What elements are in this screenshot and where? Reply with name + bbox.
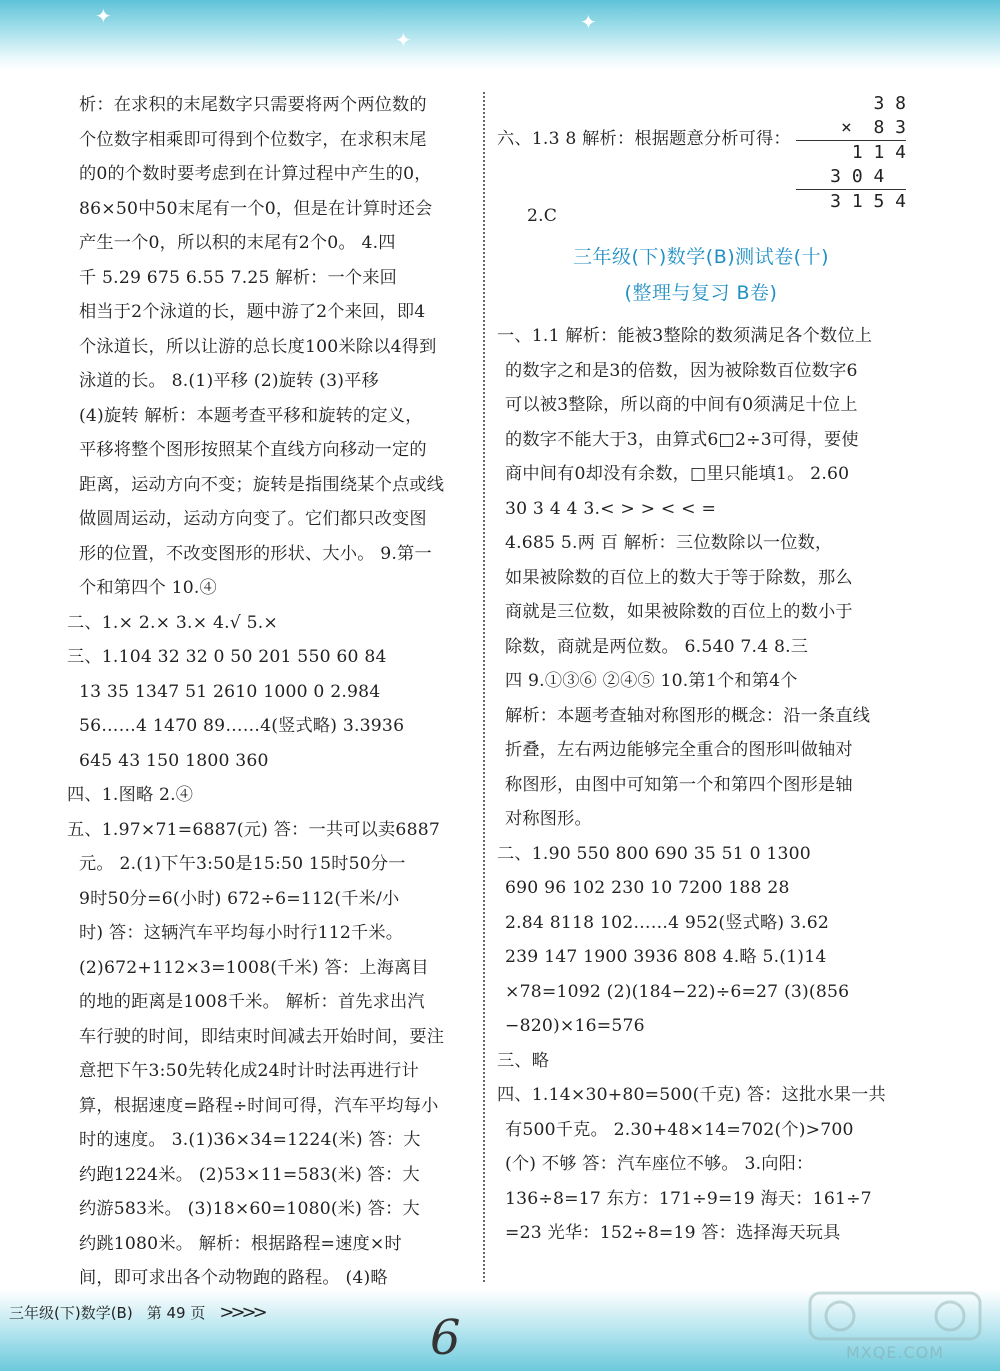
section-four-answers: 四、1.图略 2.④ — [67, 785, 194, 805]
text-line: 690 96 102 230 10 7200 188 28 — [505, 878, 790, 898]
text-line: 56……4 1470 89……4(竖式略) 3.3936 — [79, 716, 405, 736]
right-column — [497, 88, 897, 1251]
text-line: 称图形，由图中可知第一个和第四个图形是轴 — [505, 774, 853, 795]
text-line: 645 43 150 1800 360 — [79, 750, 269, 771]
text-line: 的地的距离是1008千米。 解析：首先求出汽 — [79, 992, 425, 1012]
text-line: 的数字之和是3的倍数，因为被除数百位数字6 — [505, 360, 858, 381]
text-line: 商中间有0却没有余数，□里只能填1。 2.60 — [505, 464, 850, 484]
text-line: =23 光华：152÷8=19 答：选择海天玩具 — [505, 1223, 841, 1243]
column-divider — [483, 92, 485, 1282]
text-line: 个泳道长，所以让游的总长度100米除以4得到 — [79, 336, 437, 357]
text-line: 可以被3整除，所以商的中间有0须满足十位上 — [505, 395, 858, 415]
multiplier: × 8 3 — [840, 117, 906, 138]
handwritten-mark: 6 — [430, 1310, 461, 1366]
text-line: 算，根据速度=路程÷时间可得，汽车平均每小 — [79, 1095, 439, 1116]
text-line: 2.84 8118 102……4 952(竖式略) 3.62 — [505, 912, 830, 933]
section-two-answers: 二、1.90 550 800 690 35 51 0 1300 — [497, 843, 811, 864]
text-line: 86×50中50末尾有一个0，但是在计算时还会 — [79, 198, 433, 219]
section-five-answers: 五、1.97×71=6887(元) 答：一共可以卖6887 — [67, 819, 440, 840]
text-line: 做圆周运动，运动方向变了。它们都只改变图 — [79, 509, 427, 529]
sparkle-icon: ✦ — [395, 28, 412, 52]
text-line: (2)672+112×3=1008(千米) 答：上海离目 — [79, 957, 429, 978]
text-line: 约游583米。 (3)18×60=1080(米) 答：大 — [79, 1199, 420, 1219]
page-number: 49 — [166, 1304, 186, 1322]
top-decorative-band — [0, 0, 1000, 70]
text-line: 解析：本题考查轴对称图形的概念：沿一条直线 — [505, 705, 871, 726]
section-two-answers: 二、1.× 2.× 3.× 4.√ 5.× — [67, 612, 278, 633]
test-subtitle: (整理与复习 B卷) — [624, 282, 778, 304]
section-one-answers: 一、1.1 解析：能被3整除的数须满足各个数位上 — [497, 326, 873, 346]
multiplicand: 3 8 — [873, 93, 906, 114]
text-line: (个) 不够 答：汽车座位不够。 3.向阳： — [505, 1154, 814, 1174]
product: 3 1 5 4 — [796, 189, 906, 214]
sparkle-icon: ✦ — [580, 10, 597, 34]
text-line: 约跑1224米。 (2)53×11=583(米) 答：大 — [79, 1164, 420, 1185]
partial-product-1: 1 1 4 — [796, 140, 906, 165]
text-line: 折叠，左右两边能够完全重合的图形叫做轴对 — [505, 740, 853, 760]
text-line: 9时50分=6(小时) 672÷6=112(千米/小 — [79, 888, 400, 909]
section-three-answers: 三、1.104 32 32 0 50 201 550 60 84 — [67, 647, 387, 667]
text-line: 30 3 4 4 3.< > > < < = — [505, 498, 717, 519]
watermark — [800, 1285, 990, 1365]
text-line: 时) 答：这辆汽车平均每小时行112千米。 — [79, 923, 404, 943]
text-line: 4.685 5.两 百 解析：三位数除以一位数， — [505, 533, 833, 553]
text-line: 相当于2个泳道的长，题中游了2个来回，即4 — [79, 302, 426, 322]
text-line: 泳道的长。 8.(1)平移 (2)旋转 (3)平移 — [79, 371, 379, 391]
text-line: 车行驶的时间，即结束时间减去开始时间，要注 — [79, 1026, 445, 1047]
arrow-icon: >>>> — [219, 1302, 264, 1323]
text-line: 平移将整个图形按照某个直线方向移动一定的 — [79, 440, 427, 460]
text-line: 的0的个数时要考虑到在计算过程中产生的0， — [79, 164, 432, 184]
text-line: 2.C — [527, 205, 558, 226]
section-three-answers: 三、略 — [497, 1050, 550, 1071]
left-column — [67, 88, 471, 1296]
text-line: 个位数字相乘即可得到个位数字，在求积末尾 — [79, 129, 427, 150]
watermark-logo-icon — [800, 1285, 990, 1345]
text-line: 约跳1080米。 解析：根据路程=速度×时 — [79, 1233, 402, 1254]
text-line: 四 9.①③⑥ ②④⑤ 10.第1个和第4个 — [505, 671, 798, 691]
test-title: 三年级(下)数学(B)测试卷(十) — [572, 246, 829, 268]
page-footer — [9, 1302, 264, 1323]
text-line: 意把下午3:50先转化成24时计时法再进行计 — [79, 1061, 419, 1081]
partial-product-2: 3 0 4 — [830, 166, 906, 187]
page-suffix: 页 — [190, 1304, 206, 1322]
text-line: 形的位置，不改变图形的形状、大小。 9.第一 — [79, 543, 432, 564]
text-line: 距离，运动方向不变；旋转是指围绕某个点或线 — [79, 474, 445, 495]
text-line: 元。 2.(1)下午3:50是15:50 15时50分一 — [79, 854, 406, 874]
text-line: 的数字不能大于3，由算式6□2÷3可得，要使 — [505, 429, 859, 450]
sparkle-icon: ✦ — [95, 4, 112, 28]
page-number-group — [147, 1302, 206, 1323]
text-line: −820)×16=576 — [505, 1016, 645, 1036]
text-line: 13 35 1347 51 2610 1000 0 2.984 — [79, 681, 381, 702]
text-line: 时的速度。 3.(1)36×34=1224(米) 答：大 — [79, 1130, 421, 1150]
text-line: 如果被除数的百位上的数大于等于除数，那么 — [505, 567, 853, 588]
text-line: 商就是三位数，如果被除数的百位上的数小于 — [505, 602, 853, 622]
text-line: 间，即可求出各个动物跑的路程。 (4)略 — [79, 1268, 388, 1288]
text-line: 有500千克。 2.30+48×14=702(个)>700 — [505, 1119, 854, 1140]
watermark-text: MXQE.COM — [845, 1343, 945, 1362]
text-line: 239 147 1900 3936 808 4.略 5.(1)14 — [505, 947, 827, 967]
text-line: 136÷8=17 东方：171÷9=19 海天：161÷7 — [505, 1188, 872, 1209]
text-line: (4)旋转 解析：本题考查平移和旋转的定义， — [79, 405, 423, 426]
text-line: 产生一个0，所以积的末尾有2个0。 4.四 — [79, 233, 396, 253]
text-line: 千 5.29 675 6.55 7.25 解析：一个来回 — [79, 267, 398, 288]
section-four-answers: 四、1.14×30+80=500(千克) 答：这批水果一共 — [497, 1085, 886, 1105]
page-prefix: 第 — [146, 1304, 162, 1322]
footer-label: 三年级(下)数学(B) — [9, 1304, 133, 1322]
text-line: 个和第四个 10.④ — [79, 578, 217, 598]
text-line: 除数，商就是两位数。 6.540 7.4 8.三 — [505, 636, 809, 657]
vertical-multiplication — [796, 92, 906, 214]
section-six-answers: 六、1.3 8 解析：根据题意分析可得： — [497, 129, 791, 149]
text-line: 析：在求积的末尾数字只需要将两个两位数的 — [79, 95, 427, 115]
text-line: 对称图形。 — [505, 809, 592, 829]
text-line: ×78=1092 (2)(184−22)÷6=27 (3)(856 — [505, 981, 850, 1002]
